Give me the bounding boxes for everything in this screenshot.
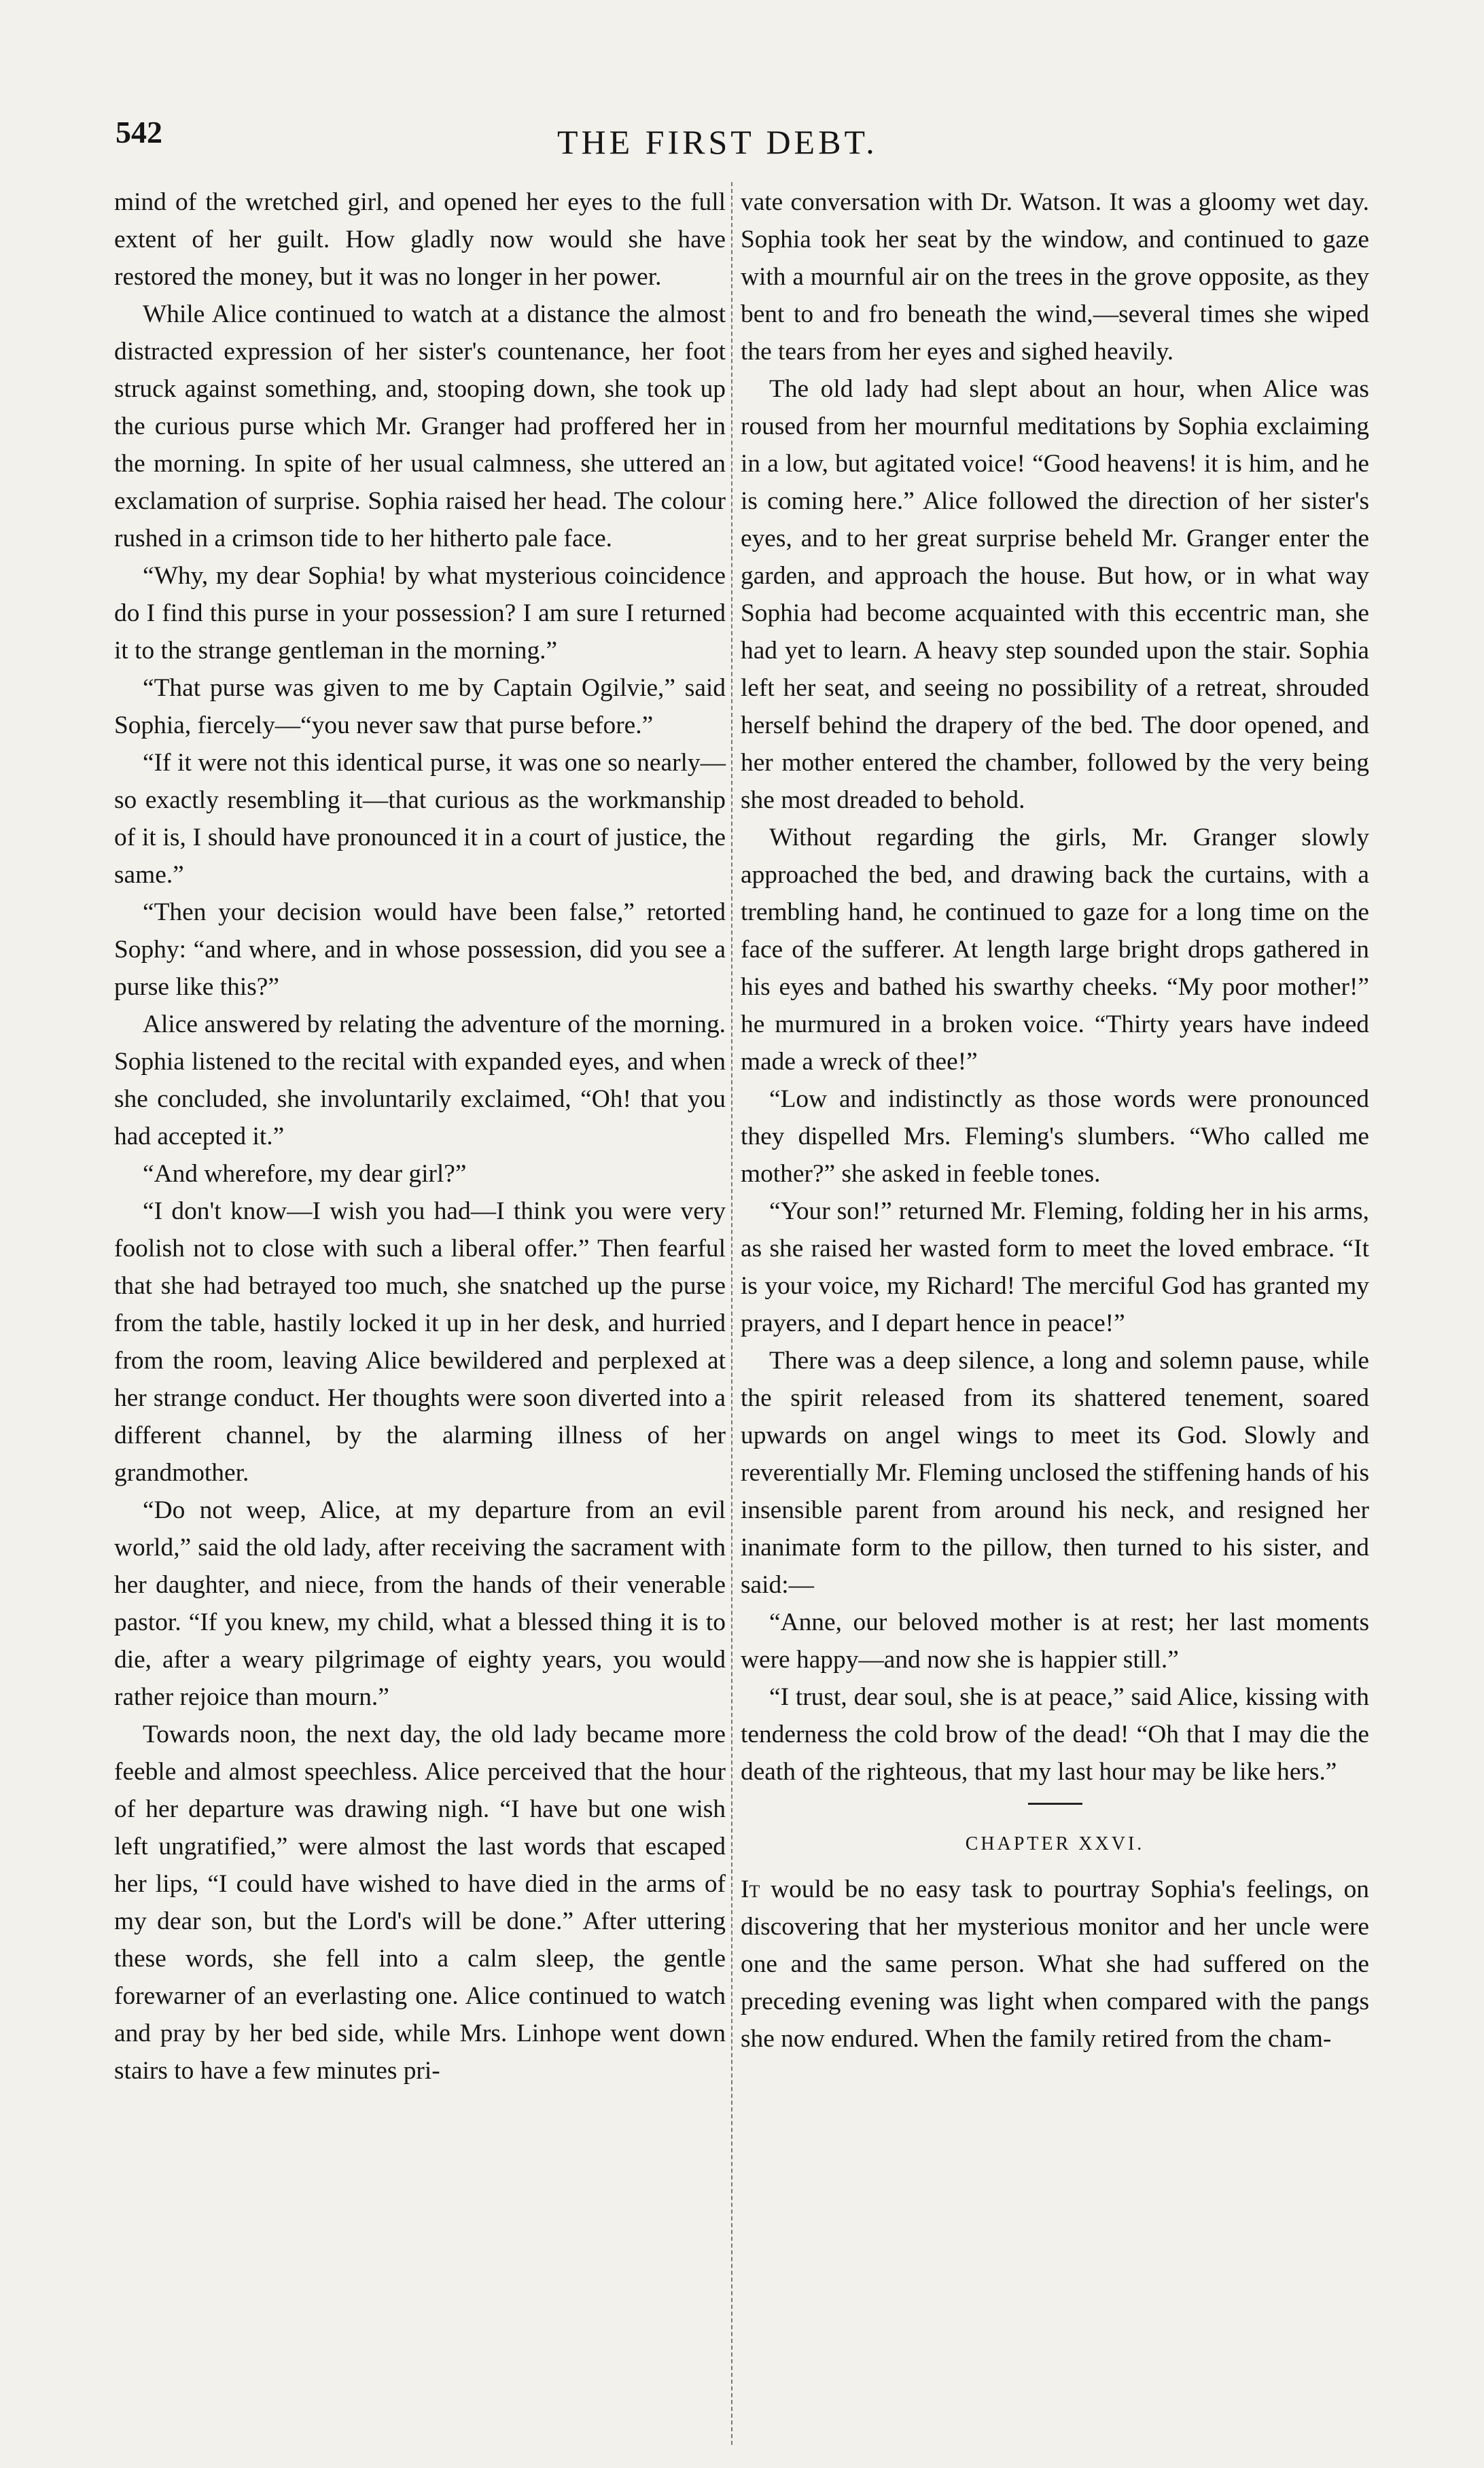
left-column [114, 183, 726, 2090]
paragraph: vate conversation with Dr. Watson. It was a gloomy wet day. Sophia took her seat by the window, and continued to gaze with a mournful air on the trees in the grove opposite, as they bent to and fro beneath the wind,—several times she wiped the tears from her eyes and sighed heavily. [741, 188, 1369, 366]
chapter-first-word: It [741, 1875, 760, 1903]
paragraph: Without regarding the girls, Mr. Granger slowly approached the bed, and drawing back the curtains, with a trembling hand, he continued to gaze for a long time on the face of the sufferer. At length large bright drops gathered in his eyes and bathed his swarthy cheeks. “My poor mother!” he murmured in a broken voice. “Thirty years have indeed made a wreck of thee!” [741, 824, 1369, 1076]
running-title: THE FIRST DEBT. [557, 123, 878, 161]
paragraph: “And wherefore, my dear girl?” [143, 1160, 467, 1188]
column-divider [731, 182, 732, 2445]
paragraph: “Do not weep, Alice, at my departure from an evil world,” said the old lady, after receiving the sacrament with her daughter, and niece, from the hands of their venerable pastor. “If you knew, my child, what a blessed thing it is to die, after a weary pilgrimage of eighty years, you would rather rejoice than mourn.” [114, 1496, 726, 1711]
paragraph: “That purse was given to me by Captain Ogilvie,” said Sophia, fiercely—“you never saw that purse before.” [114, 674, 726, 739]
paragraph: “I don't know—I wish you had—I think you were very foolish not to close with such a liberal offer.” Then fearful that she had betrayed too much, she snatched up the purse from the table, hastily locked it up in her desk, and hurried from the room, leaving Alice bewildered and perplexed at her strange conduct. Her thoughts were soon diverted into a different channel, by the alarming illness of her grandmother. [114, 1197, 726, 1487]
paragraph: Alice answered by relating the adventure of the morning. Sophia listened to the recital with expanded eyes, and when she concluded, she involuntarily exclaimed, “Oh! that you had accepted it.” [114, 1010, 726, 1150]
paragraph: While Alice continued to watch at a distance the almost distracted expression of her sister's countenance, her foot struck against something, and, stooping down, she took up the curious purse which Mr. Granger had proffered her in the morning. In spite of her usual calmness, she uttered an exclamation of surprise. Sophia raised her head. The colour rushed in a crimson tide to her hitherto pale face. [114, 300, 726, 552]
paragraph: “Your son!” returned Mr. Fleming, folding her in his arms, as she raised her wasted form to meet the loved embrace. “It is your voice, my Richard! The merciful God has granted my prayers, and I depart hence in peace!” [741, 1197, 1369, 1337]
chapter-heading: CHAPTER XXVI. [965, 1833, 1145, 1854]
chapter-opening-text: would be no easy task to pourtray Sophia's feelings, on discovering that her mysterious monitor and her uncle were one and the same person. What she had suffered on the preceding evening was light when compared with the pangs she now endured. When the family retired from the cham- [741, 1875, 1369, 2053]
paragraph: “If it were not this identical purse, it was one so nearly—so exactly resembling it—that curious as the workmanship of it is, I should have pronounced it in a court of justice, the same.” [114, 749, 726, 889]
paragraph: “Why, my dear Sophia! by what mysterious coincidence do I find this purse in your possession? I am sure I returned it to the strange gentleman in the morning.” [114, 562, 726, 665]
paragraph: “Then your decision would have been false,” retorted Sophy: “and where, and in whose possession, did you see a purse like this?” [114, 898, 726, 1001]
paragraph: Towards noon, the next day, the old lady became more feeble and almost speechless. Alice perceived that the hour of her departure was drawing nigh. “I have but one wish left ungratified,” were almost the last words that escaped her lips, “I could have wished to have died in the arms of my dear son, but the Lord's will be done.” After uttering these words, she fell into a calm sleep, the gentle forewarner of an everlasting one. Alice continued to watch and pray by her bed side, while Mrs. Linhope went down stairs to have a few minutes pri- [114, 1721, 726, 2085]
page-number: 542 [116, 115, 162, 149]
paragraph: “Anne, our beloved mother is at rest; her last moments were happy—and now she is happier still.” [741, 1608, 1369, 1674]
right-column [741, 183, 1369, 2058]
paragraph: There was a deep silence, a long and solemn pause, while the spirit released from its shattered tenement, soared upwards on angel wings to meet its God. Slowly and reverentially Mr. Fleming unclosed the stiffening hands of his insensible parent from around his neck, and resigned her inanimate form to the pillow, then turned to his sister, and said:— [741, 1347, 1369, 1599]
section-rule [1028, 1803, 1082, 1805]
paragraph: The old lady had slept about an hour, when Alice was roused from her mournful meditations by Sophia exclaiming in a low, but agitated voice! “Good heavens! it is him, and he is coming here.” Alice followed the direction of her sister's eyes, and to her great surprise beheld Mr. Granger enter the garden, and approach the house. But how, or in what way Sophia had become acquainted with this eccentric man, she had yet to learn. A heavy step sounded upon the stair. Sophia left her seat, and seeing no possibility of a retreat, shrouded herself behind the drapery of the bed. The door opened, and her mother entered the chamber, followed by the very being she most dreaded to behold. [741, 375, 1369, 814]
paragraph: “Low and indistinctly as those words were pronounced they dispelled Mrs. Fleming's slumbers. “Who called me mother?” she asked in feeble tones. [741, 1085, 1369, 1188]
paragraph: “I trust, dear soul, she is at peace,” said Alice, kissing with tenderness the cold brow of the dead! “Oh that I may die the death of the righteous, that my last hour may be like hers.” [741, 1683, 1369, 1786]
chapter-opening-paragraph [741, 1871, 1369, 2058]
paragraph: mind of the wretched girl, and opened her eyes to the full extent of her guilt. How gladly now would she have restored the money, but it was no longer in her power. [114, 188, 726, 291]
